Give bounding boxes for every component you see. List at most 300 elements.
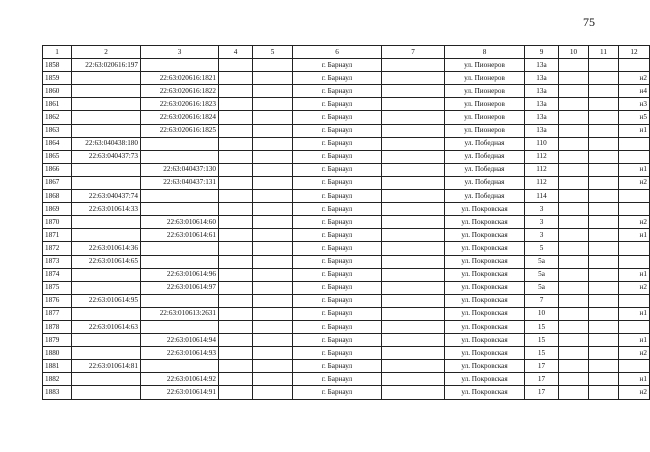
col10-cell: [559, 360, 589, 373]
table-row: [43, 85, 650, 98]
col7-cell: [382, 334, 445, 347]
cadastral-object-cell: 22:63:020616:1821: [141, 72, 219, 85]
house-number-cell: 3: [525, 229, 559, 242]
col4-cell: [219, 98, 253, 111]
col7-cell: [382, 347, 445, 360]
premises-cell: н2: [619, 281, 650, 294]
col11-cell: [589, 294, 619, 307]
column-header: 8: [445, 46, 525, 59]
premises-cell: [619, 190, 650, 203]
column-header: 5: [253, 46, 293, 59]
city-cell: г. Барнаул: [293, 163, 382, 176]
city-cell: г. Барнаул: [293, 347, 382, 360]
col11-cell: [589, 268, 619, 281]
col5-cell: [253, 216, 293, 229]
table-row: [43, 281, 650, 294]
street-cell: ул. Покровская: [445, 255, 525, 268]
col7-cell: [382, 320, 445, 333]
row-number-cell: 1883: [43, 386, 72, 399]
row-number-cell: 1867: [43, 176, 72, 189]
row-number-cell: 1862: [43, 111, 72, 124]
col10-cell: [559, 307, 589, 320]
row-number-cell: 1882: [43, 373, 72, 386]
cadastral-parcel-cell: [72, 216, 141, 229]
col7-cell: [382, 386, 445, 399]
column-header: 10: [559, 46, 589, 59]
col10-cell: [559, 347, 589, 360]
header-row: [43, 46, 650, 59]
street-cell: ул. Покровская: [445, 203, 525, 216]
table-row: [43, 137, 650, 150]
col10-cell: [559, 111, 589, 124]
col10-cell: [559, 190, 589, 203]
row-number-cell: 1865: [43, 150, 72, 163]
col10-cell: [559, 268, 589, 281]
premises-cell: [619, 294, 650, 307]
premises-cell: [619, 137, 650, 150]
col11-cell: [589, 347, 619, 360]
col5-cell: [253, 59, 293, 72]
premises-cell: н1: [619, 163, 650, 176]
col4-cell: [219, 320, 253, 333]
col5-cell: [253, 85, 293, 98]
premises-cell: [619, 203, 650, 216]
table-row: [43, 307, 650, 320]
col11-cell: [589, 85, 619, 98]
table-row: [43, 268, 650, 281]
col4-cell: [219, 268, 253, 281]
premises-cell: н2: [619, 72, 650, 85]
col7-cell: [382, 229, 445, 242]
cadastral-parcel-cell: 22:63:040437:74: [72, 190, 141, 203]
premises-cell: н2: [619, 347, 650, 360]
column-header: 4: [219, 46, 253, 59]
house-number-cell: 13а: [525, 98, 559, 111]
city-cell: г. Барнаул: [293, 242, 382, 255]
street-cell: ул. Покровская: [445, 229, 525, 242]
table-row: [43, 176, 650, 189]
cadastral-object-cell: [141, 59, 219, 72]
table-row: [43, 373, 650, 386]
cadastral-parcel-cell: [72, 176, 141, 189]
col11-cell: [589, 216, 619, 229]
row-number-cell: 1871: [43, 229, 72, 242]
premises-cell: н1: [619, 229, 650, 242]
city-cell: г. Барнаул: [293, 229, 382, 242]
cadastral-parcel-cell: [72, 124, 141, 137]
city-cell: г. Барнаул: [293, 176, 382, 189]
cadastral-object-cell: 22:63:010614:97: [141, 281, 219, 294]
premises-cell: [619, 150, 650, 163]
col5-cell: [253, 124, 293, 137]
cadastral-parcel-cell: [72, 72, 141, 85]
col11-cell: [589, 72, 619, 85]
col4-cell: [219, 176, 253, 189]
city-cell: г. Барнаул: [293, 268, 382, 281]
premises-cell: н2: [619, 176, 650, 189]
col4-cell: [219, 111, 253, 124]
col5-cell: [253, 386, 293, 399]
col10-cell: [559, 229, 589, 242]
col5-cell: [253, 98, 293, 111]
cadastral-parcel-cell: [72, 268, 141, 281]
col7-cell: [382, 373, 445, 386]
house-number-cell: 13а: [525, 59, 559, 72]
premises-cell: [619, 59, 650, 72]
col10-cell: [559, 59, 589, 72]
col10-cell: [559, 85, 589, 98]
cadastral-parcel-cell: 22:63:010614:81: [72, 360, 141, 373]
col5-cell: [253, 229, 293, 242]
col7-cell: [382, 111, 445, 124]
house-number-cell: 5: [525, 242, 559, 255]
col11-cell: [589, 281, 619, 294]
street-cell: ул. Покровская: [445, 373, 525, 386]
cadastral-object-cell: [141, 190, 219, 203]
street-cell: ул. Покровская: [445, 347, 525, 360]
col7-cell: [382, 281, 445, 294]
city-cell: г. Барнаул: [293, 72, 382, 85]
row-number-cell: 1872: [43, 242, 72, 255]
col4-cell: [219, 124, 253, 137]
col5-cell: [253, 176, 293, 189]
row-number-cell: 1876: [43, 294, 72, 307]
street-cell: ул. Победная: [445, 137, 525, 150]
col4-cell: [219, 216, 253, 229]
table-row: [43, 98, 650, 111]
city-cell: г. Барнаул: [293, 320, 382, 333]
cadastral-parcel-cell: [72, 98, 141, 111]
city-cell: г. Барнаул: [293, 137, 382, 150]
house-number-cell: 15: [525, 334, 559, 347]
col5-cell: [253, 334, 293, 347]
cadastral-parcel-cell: 22:63:040437:73: [72, 150, 141, 163]
cadastral-object-cell: 22:63:020616:1823: [141, 98, 219, 111]
col4-cell: [219, 294, 253, 307]
col7-cell: [382, 360, 445, 373]
premises-cell: н1: [619, 373, 650, 386]
street-cell: ул. Пионеров: [445, 98, 525, 111]
table-row: [43, 72, 650, 85]
column-header: 6: [293, 46, 382, 59]
table-row: [43, 59, 650, 72]
col11-cell: [589, 203, 619, 216]
cadastral-object-cell: 22:63:040437:130: [141, 163, 219, 176]
premises-cell: [619, 360, 650, 373]
table-row: [43, 124, 650, 137]
table-row: [43, 203, 650, 216]
house-number-cell: 15: [525, 320, 559, 333]
row-number-cell: 1877: [43, 307, 72, 320]
street-cell: ул. Пионеров: [445, 111, 525, 124]
col11-cell: [589, 307, 619, 320]
cadastral-object-cell: 22:63:010614:96: [141, 268, 219, 281]
col10-cell: [559, 216, 589, 229]
col7-cell: [382, 163, 445, 176]
col4-cell: [219, 255, 253, 268]
col10-cell: [559, 294, 589, 307]
house-number-cell: 13а: [525, 72, 559, 85]
cadastral-object-cell: [141, 320, 219, 333]
col4-cell: [219, 85, 253, 98]
col10-cell: [559, 72, 589, 85]
cadastral-parcel-cell: [72, 281, 141, 294]
cadastral-parcel-cell: 22:63:020616:197: [72, 59, 141, 72]
street-cell: ул. Пионеров: [445, 85, 525, 98]
cadastral-parcel-cell: [72, 111, 141, 124]
col5-cell: [253, 242, 293, 255]
row-number-cell: 1859: [43, 72, 72, 85]
column-header: 12: [619, 46, 650, 59]
table-row: [43, 190, 650, 203]
col4-cell: [219, 360, 253, 373]
row-number-cell: 1868: [43, 190, 72, 203]
cadastral-parcel-cell: [72, 85, 141, 98]
city-cell: г. Барнаул: [293, 307, 382, 320]
street-cell: ул. Покровская: [445, 360, 525, 373]
column-header: 7: [382, 46, 445, 59]
street-cell: ул. Покровская: [445, 216, 525, 229]
col7-cell: [382, 98, 445, 111]
city-cell: г. Барнаул: [293, 59, 382, 72]
premises-cell: н5: [619, 111, 650, 124]
table-row: [43, 386, 650, 399]
cadastral-object-cell: 22:63:010614:60: [141, 216, 219, 229]
col5-cell: [253, 347, 293, 360]
street-cell: ул. Покровская: [445, 320, 525, 333]
table-row: [43, 216, 650, 229]
col5-cell: [253, 268, 293, 281]
col7-cell: [382, 268, 445, 281]
col11-cell: [589, 334, 619, 347]
city-cell: г. Барнаул: [293, 216, 382, 229]
col5-cell: [253, 111, 293, 124]
house-number-cell: 112: [525, 163, 559, 176]
col11-cell: [589, 190, 619, 203]
col10-cell: [559, 386, 589, 399]
col10-cell: [559, 163, 589, 176]
street-cell: ул. Покровская: [445, 386, 525, 399]
col11-cell: [589, 255, 619, 268]
column-header: 1: [43, 46, 72, 59]
col4-cell: [219, 386, 253, 399]
col5-cell: [253, 203, 293, 216]
cadastral-parcel-cell: [72, 373, 141, 386]
table-row: [43, 255, 650, 268]
col4-cell: [219, 203, 253, 216]
premises-cell: н1: [619, 334, 650, 347]
col5-cell: [253, 137, 293, 150]
street-cell: ул. Пионеров: [445, 124, 525, 137]
col7-cell: [382, 216, 445, 229]
col11-cell: [589, 229, 619, 242]
col5-cell: [253, 320, 293, 333]
col7-cell: [382, 255, 445, 268]
col5-cell: [253, 255, 293, 268]
premises-cell: н4: [619, 85, 650, 98]
street-cell: ул. Победная: [445, 190, 525, 203]
col5-cell: [253, 373, 293, 386]
cadastral-object-cell: 22:63:020616:1825: [141, 124, 219, 137]
street-cell: ул. Победная: [445, 163, 525, 176]
col10-cell: [559, 137, 589, 150]
col10-cell: [559, 124, 589, 137]
col7-cell: [382, 203, 445, 216]
cadastral-parcel-cell: [72, 347, 141, 360]
street-cell: ул. Пионеров: [445, 59, 525, 72]
col11-cell: [589, 386, 619, 399]
col5-cell: [253, 294, 293, 307]
premises-cell: н1: [619, 307, 650, 320]
cadastral-object-cell: 22:63:010614:94: [141, 334, 219, 347]
col10-cell: [559, 98, 589, 111]
col7-cell: [382, 294, 445, 307]
house-number-cell: 5а: [525, 268, 559, 281]
street-cell: ул. Покровская: [445, 294, 525, 307]
city-cell: г. Барнаул: [293, 124, 382, 137]
col4-cell: [219, 242, 253, 255]
col10-cell: [559, 334, 589, 347]
house-number-cell: 13а: [525, 111, 559, 124]
row-number-cell: 1875: [43, 281, 72, 294]
premises-cell: н2: [619, 216, 650, 229]
col5-cell: [253, 72, 293, 85]
col10-cell: [559, 203, 589, 216]
house-number-cell: 17: [525, 373, 559, 386]
cadastral-parcel-cell: [72, 307, 141, 320]
col4-cell: [219, 190, 253, 203]
cadastral-object-cell: [141, 255, 219, 268]
column-header: 9: [525, 46, 559, 59]
house-number-cell: 13а: [525, 124, 559, 137]
col4-cell: [219, 150, 253, 163]
table-row: [43, 294, 650, 307]
col7-cell: [382, 72, 445, 85]
column-header: 3: [141, 46, 219, 59]
city-cell: г. Барнаул: [293, 255, 382, 268]
row-number-cell: 1879: [43, 334, 72, 347]
cadastral-object-cell: 22:63:020616:1822: [141, 85, 219, 98]
cadastral-parcel-cell: 22:63:010614:95: [72, 294, 141, 307]
street-cell: ул. Пионеров: [445, 72, 525, 85]
house-number-cell: 5а: [525, 255, 559, 268]
col5-cell: [253, 307, 293, 320]
cadastral-object-cell: [141, 150, 219, 163]
house-number-cell: 3: [525, 203, 559, 216]
house-number-cell: 17: [525, 360, 559, 373]
street-cell: ул. Победная: [445, 150, 525, 163]
row-number-cell: 1878: [43, 320, 72, 333]
cadastral-object-cell: [141, 203, 219, 216]
col11-cell: [589, 373, 619, 386]
col11-cell: [589, 242, 619, 255]
city-cell: г. Барнаул: [293, 85, 382, 98]
col10-cell: [559, 373, 589, 386]
house-number-cell: 17: [525, 386, 559, 399]
col11-cell: [589, 150, 619, 163]
col10-cell: [559, 176, 589, 189]
cadastral-object-cell: 22:63:010614:61: [141, 229, 219, 242]
city-cell: г. Барнаул: [293, 190, 382, 203]
cadastral-object-cell: 22:63:010614:92: [141, 373, 219, 386]
street-cell: ул. Покровская: [445, 334, 525, 347]
table-row: [43, 150, 650, 163]
cadastral-parcel-cell: [72, 163, 141, 176]
city-cell: г. Барнаул: [293, 203, 382, 216]
premises-cell: [619, 320, 650, 333]
cadastral-parcel-cell: [72, 386, 141, 399]
city-cell: г. Барнаул: [293, 111, 382, 124]
table-row: [43, 360, 650, 373]
house-number-cell: 5а: [525, 281, 559, 294]
col11-cell: [589, 98, 619, 111]
street-cell: ул. Победная: [445, 176, 525, 189]
cadastral-parcel-cell: 22:63:010614:36: [72, 242, 141, 255]
house-number-cell: 3: [525, 216, 559, 229]
street-cell: ул. Покровская: [445, 307, 525, 320]
row-number-cell: 1873: [43, 255, 72, 268]
col7-cell: [382, 307, 445, 320]
cadastral-object-cell: 22:63:010614:91: [141, 386, 219, 399]
col4-cell: [219, 334, 253, 347]
col4-cell: [219, 163, 253, 176]
street-cell: ул. Покровская: [445, 242, 525, 255]
house-number-cell: 7: [525, 294, 559, 307]
cadastral-object-cell: 22:63:010613:2631: [141, 307, 219, 320]
table-body: [43, 59, 650, 399]
city-cell: г. Барнаул: [293, 360, 382, 373]
table-row: [43, 111, 650, 124]
column-header: 11: [589, 46, 619, 59]
street-cell: ул. Покровская: [445, 268, 525, 281]
col5-cell: [253, 190, 293, 203]
col4-cell: [219, 137, 253, 150]
col10-cell: [559, 281, 589, 294]
house-number-cell: 114: [525, 190, 559, 203]
col7-cell: [382, 242, 445, 255]
col7-cell: [382, 59, 445, 72]
city-cell: г. Барнаул: [293, 334, 382, 347]
cadastral-object-cell: [141, 137, 219, 150]
page-number: 75: [583, 15, 595, 29]
col11-cell: [589, 137, 619, 150]
row-number-cell: 1869: [43, 203, 72, 216]
cadastral-object-cell: [141, 242, 219, 255]
row-number-cell: 1880: [43, 347, 72, 360]
col11-cell: [589, 360, 619, 373]
row-number-cell: 1861: [43, 98, 72, 111]
col7-cell: [382, 150, 445, 163]
cadastral-parcel-cell: 22:63:010614:33: [72, 203, 141, 216]
col11-cell: [589, 176, 619, 189]
city-cell: г. Барнаул: [293, 386, 382, 399]
col11-cell: [589, 59, 619, 72]
premises-cell: [619, 242, 650, 255]
col4-cell: [219, 59, 253, 72]
premises-cell: [619, 255, 650, 268]
col7-cell: [382, 124, 445, 137]
premises-cell: н1: [619, 124, 650, 137]
col4-cell: [219, 72, 253, 85]
cadastral-parcel-cell: [72, 334, 141, 347]
col4-cell: [219, 307, 253, 320]
city-cell: г. Барнаул: [293, 294, 382, 307]
row-number-cell: 1863: [43, 124, 72, 137]
row-number-cell: 1874: [43, 268, 72, 281]
cadastral-parcel-cell: 22:63:010614:63: [72, 320, 141, 333]
house-number-cell: 10: [525, 307, 559, 320]
cadastral-parcel-cell: 22:63:040438:180: [72, 137, 141, 150]
